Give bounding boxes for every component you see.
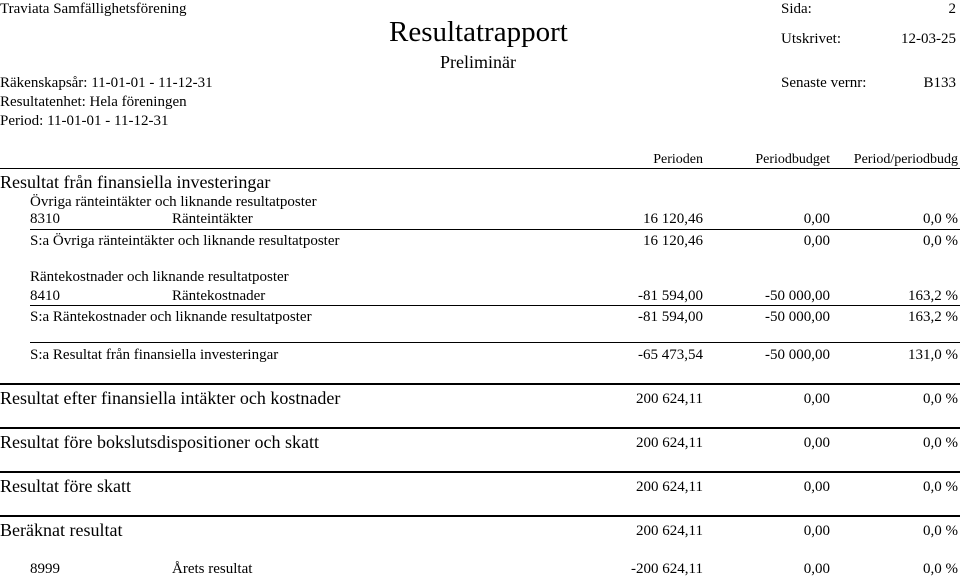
value-ratio: 0,0 % xyxy=(923,211,958,227)
header-divider xyxy=(0,168,960,169)
section-total-period: -65 473,54 xyxy=(638,347,703,363)
fiscal-year: Räkenskapsår: 11-01-01 - 11-12-31 xyxy=(0,75,213,91)
total-budget: 0,00 xyxy=(803,435,830,451)
total-divider xyxy=(0,383,960,385)
total-budget: 0,00 xyxy=(803,523,830,539)
total-ratio: 0,0 % xyxy=(923,391,958,407)
account-number: 8999 xyxy=(30,561,60,577)
result-unit: Resultatenhet: Hela föreningen xyxy=(0,94,187,110)
group-heading: Övriga ränteintäkter och liknande resultatposter xyxy=(30,194,317,210)
value-budget: 0,00 xyxy=(803,561,830,577)
total-divider xyxy=(0,427,960,429)
value-budget: 0,00 xyxy=(803,211,830,227)
total-label-calculated: Beräknat resultat xyxy=(0,520,123,540)
subtotal-divider xyxy=(30,229,960,230)
page-label: Sida: xyxy=(781,1,812,17)
group-heading: Räntekostnader och liknande resultatposter xyxy=(30,269,289,285)
col-ratio: Period/periodbudg xyxy=(853,152,958,167)
section-total-label: S:a Resultat från finansiella investeringar xyxy=(30,347,279,363)
total-label-before-disp: Resultat före bokslutsdispositioner och skatt xyxy=(0,432,319,452)
total-period: 200 624,11 xyxy=(636,391,703,407)
subtotal-label: S:a Övriga ränteintäkter och liknande resultatposter xyxy=(30,233,340,249)
total-ratio: 0,0 % xyxy=(923,435,958,451)
total-period: 200 624,11 xyxy=(636,479,703,495)
account-name: Räntekostnader xyxy=(172,288,266,304)
last-ver-label: Senaste vernr: xyxy=(781,75,867,91)
subtotal-period: 16 120,46 xyxy=(643,233,703,249)
subtotal-ratio: 163,2 % xyxy=(908,309,958,325)
total-period: 200 624,11 xyxy=(636,523,703,539)
printed-date: 12-03-25 xyxy=(901,31,956,47)
section-total-ratio: 131,0 % xyxy=(908,347,958,363)
col-period: Perioden xyxy=(653,152,703,167)
total-label-before-tax: Resultat före skatt xyxy=(0,476,131,496)
col-budget: Periodbudget xyxy=(755,152,830,167)
period: Period: 11-01-01 - 11-12-31 xyxy=(0,113,169,129)
total-divider xyxy=(0,515,960,517)
report-title: Resultatrapport xyxy=(389,16,568,48)
section-total-divider xyxy=(30,342,960,343)
subtotal-period: -81 594,00 xyxy=(638,309,703,325)
account-name: Ränteintäkter xyxy=(172,211,253,227)
value-period: 16 120,46 xyxy=(643,211,703,227)
last-ver-number: B133 xyxy=(923,75,956,91)
account-number: 8310 xyxy=(30,211,60,227)
total-budget: 0,00 xyxy=(803,479,830,495)
subtotal-divider xyxy=(30,305,960,306)
total-budget: 0,00 xyxy=(803,391,830,407)
printed-label: Utskrivet: xyxy=(781,31,841,47)
section-heading: Resultat från finansiella investeringar xyxy=(0,172,271,192)
account-number: 8410 xyxy=(30,288,60,304)
value-period: -81 594,00 xyxy=(638,288,703,304)
total-ratio: 0,0 % xyxy=(923,479,958,495)
total-label-after-fin: Resultat efter finansiella intäkter och kostnader xyxy=(0,388,341,408)
subtotal-ratio: 0,0 % xyxy=(923,233,958,249)
page-number: 2 xyxy=(948,1,956,17)
subtotal-budget: -50 000,00 xyxy=(765,309,830,325)
section-total-budget: -50 000,00 xyxy=(765,347,830,363)
org-name: Traviata Samfällighetsförening xyxy=(0,1,187,17)
account-name: Årets resultat xyxy=(172,561,253,577)
report-subtitle: Preliminär xyxy=(440,52,516,72)
value-budget: -50 000,00 xyxy=(765,288,830,304)
value-period: -200 624,11 xyxy=(631,561,703,577)
total-ratio: 0,0 % xyxy=(923,523,958,539)
subtotal-label: S:a Räntekostnader och liknande resultatposter xyxy=(30,309,312,325)
subtotal-budget: 0,00 xyxy=(803,233,830,249)
value-ratio: 163,2 % xyxy=(908,288,958,304)
total-divider xyxy=(0,471,960,473)
total-period: 200 624,11 xyxy=(636,435,703,451)
value-ratio: 0,0 % xyxy=(923,561,958,577)
